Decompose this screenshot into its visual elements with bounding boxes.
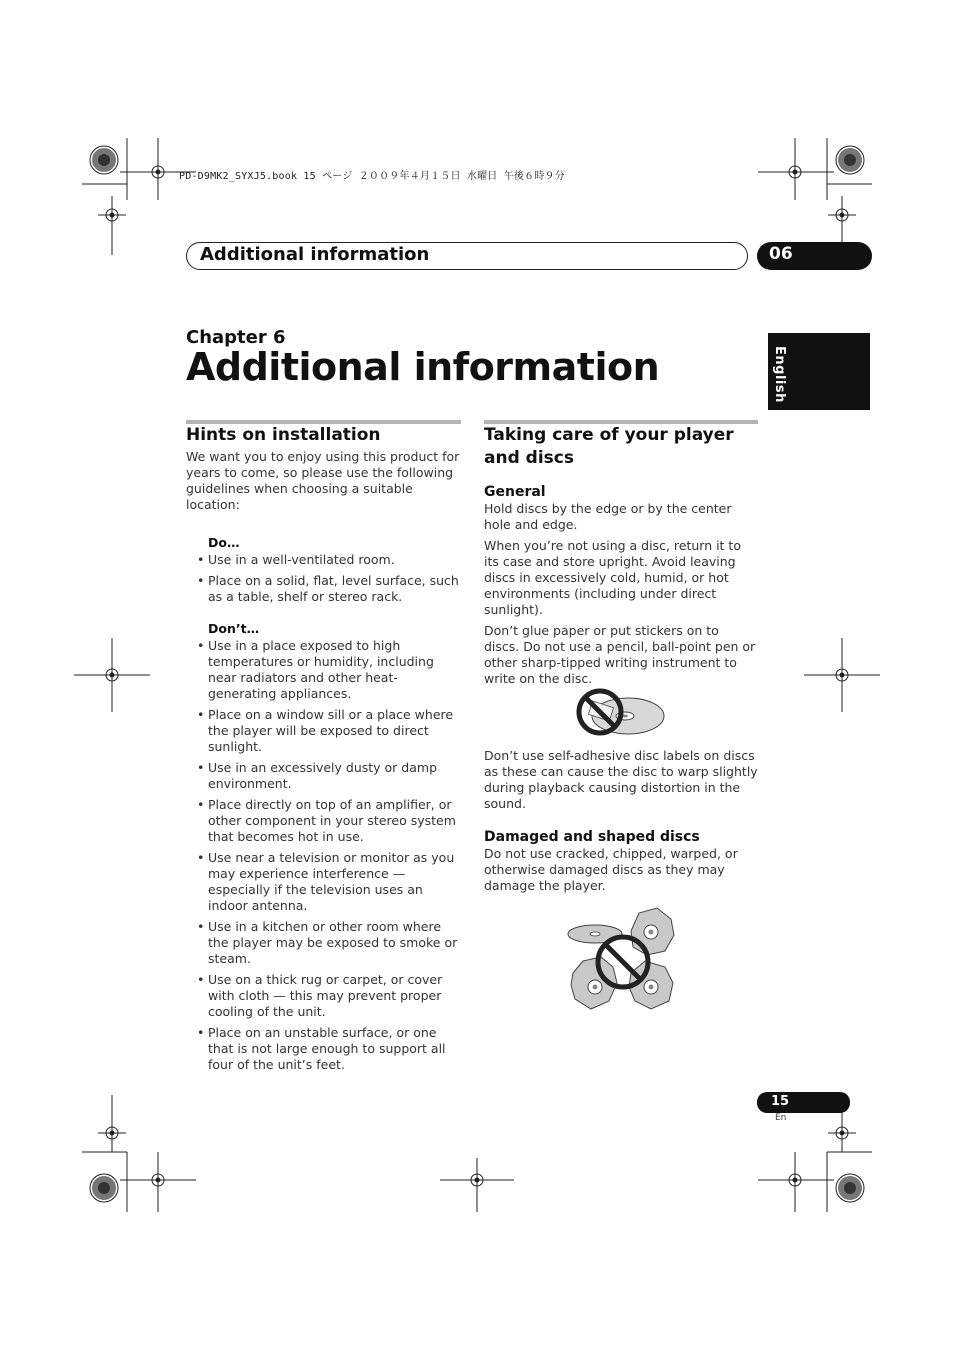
list-item: • Use in a well-ventilated room. — [197, 552, 395, 567]
chapter-number: 06 — [769, 244, 793, 264]
book-print-info: PD-D9MK2_SYXJ5.book 15 ページ ２００９年４月１５日 水曜日 午後６時９分 — [179, 171, 565, 182]
language-tab-label: English — [772, 346, 787, 403]
list-item: • Place on a window sill or a place where the player will be exposed to direct sunlight. — [197, 707, 454, 754]
no-damaged-disc-icon — [565, 905, 677, 1015]
section-heading: Taking care of your player and discs — [484, 425, 734, 468]
general-paragraph: Don’t glue paper or put stickers on to discs. Do not use a pencil, ball-point pen or other sharp-tipped writing instrument to write on the disc. — [484, 623, 756, 686]
dont-list — [186, 638, 461, 1073]
list-item: • Place on an unstable surface, or one that is not large enough to support all four of the unit’s feet. — [197, 1025, 446, 1072]
general-paragraph: Hold discs by the edge or by the center hole and edge. — [484, 501, 732, 532]
damaged-heading: Damaged and shaped discs — [484, 829, 700, 845]
section-heading: Hints on installation — [186, 425, 381, 445]
left-column — [186, 424, 461, 1078]
do-list — [186, 552, 461, 605]
label-warning-paragraph: Don’t use self-adhesive disc labels on discs as these can cause the disc to warp slightly during playback causing distortion in the sound. — [484, 748, 758, 811]
registration-mark-icon — [90, 1174, 118, 1202]
list-item: • Use in an excessively dusty or damp environment. — [197, 760, 437, 791]
running-header-title: Additional information — [200, 244, 430, 265]
page-language-code: En — [775, 1113, 787, 1123]
registration-mark-icon — [90, 146, 118, 174]
chapter-label: Chapter 6 — [186, 327, 286, 348]
registration-mark-icon — [836, 1174, 864, 1202]
list-item: • Place on a solid, flat, level surface, such as a table, shelf or stereo rack. — [197, 573, 459, 604]
page-number: 15 — [771, 1094, 790, 1109]
right-column-lower — [484, 748, 758, 894]
intro-paragraph: We want you to enjoy using this product for years to come, so please use the following guidelines when choosing a suitable location: — [186, 449, 460, 512]
chapter-title: Additional information — [186, 345, 660, 389]
damaged-paragraph: Do not use cracked, chipped, warped, or otherwise damaged discs as they may damage the player. — [484, 846, 738, 893]
list-item: • Place directly on top of an amplifier, or other component in your stereo system that becomes hot in use. — [197, 797, 456, 844]
list-item: • Use on a thick rug or carpet, or cover with cloth — this may prevent proper cooling of the unit. — [197, 972, 443, 1019]
right-column — [484, 424, 758, 687]
general-heading: General — [484, 484, 546, 500]
do-heading: Do… — [208, 535, 240, 550]
list-item: • Use in a place exposed to high temperatures or humidity, including near radiators and other heat-generating appliances. — [197, 638, 434, 701]
general-paragraph: When you’re not using a disc, return it to its case and store upright. Avoid leaving discs in excessively cold, humid, or hot environments (including under direct sunlight). — [484, 538, 741, 617]
no-sticker-disc-icon — [570, 684, 670, 742]
registration-mark-icon — [836, 146, 864, 174]
dont-heading: Don’t… — [208, 621, 260, 636]
list-item: • Use near a television or monitor as you may experience interference — especially if the television uses an indoor antenna. — [197, 850, 455, 913]
list-item: • Use in a kitchen or other room where the player may be exposed to smoke or steam. — [197, 919, 458, 966]
